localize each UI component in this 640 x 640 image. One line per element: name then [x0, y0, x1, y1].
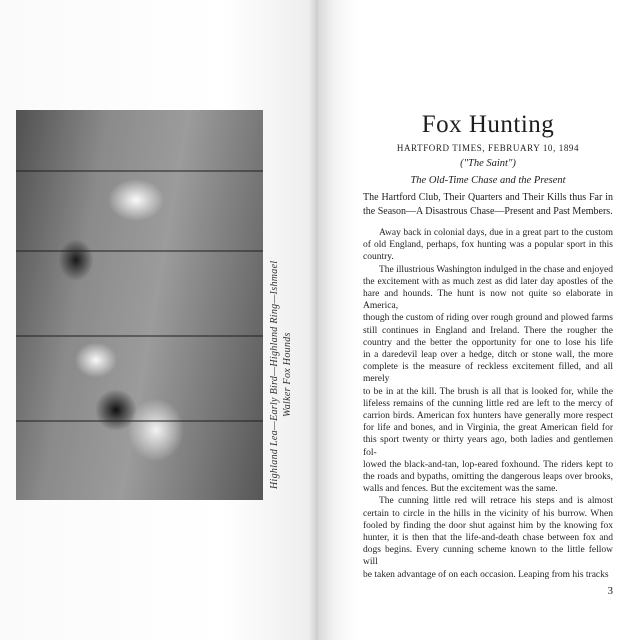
body-text — [363, 227, 613, 581]
text-line: of old England, perhaps, fox hunting was a popular sport in this — [363, 240, 613, 251]
left-page — [0, 0, 318, 640]
text-line: Away back in colonial days, due in a great part to the custom — [379, 228, 613, 238]
paragraph — [363, 264, 613, 496]
text-line: country. — [363, 252, 394, 263]
page-number: 3 — [607, 584, 613, 597]
text-line: fooled by finding the door shut against him by the knowing fox — [363, 520, 613, 531]
text-line: in a daredevil leap over a hedge, ditch or stone wall, the more — [363, 350, 613, 361]
subtitle: The Old-Time Chase and the Present — [410, 175, 566, 186]
page-title: Fox Hunting — [421, 111, 555, 138]
caption-line: Walker Fox Hounds — [282, 332, 293, 418]
text-line: walls and fences. But the excitement was the same. — [363, 484, 558, 495]
text-line: country and the better the opportunity for one to lose his life — [363, 337, 613, 348]
byline: ("The Saint") — [460, 158, 516, 169]
text-line: complete is the measure of reckless excitement filled, and all merely — [363, 362, 613, 385]
text-line: carrion birds. American fox hunters have generally more respect — [363, 411, 613, 422]
text-line: lowed the black-and-tan, lop-eared foxhound. The riders kept to — [363, 459, 613, 470]
text-line: The cunning little red will retrace his steps and is almost — [379, 496, 613, 507]
headline-line: The Hartford Club, Their Quarters and Their Kills thus Far in — [363, 192, 613, 203]
paragraph — [363, 495, 613, 580]
foxhounds-photo — [16, 110, 263, 500]
text-line: certain to circle in the hills in the vicinity of his burrow. When — [363, 508, 613, 519]
paragraph — [363, 227, 613, 264]
text-line: to be in at the kill. The brush is all that is looked for, while the — [363, 386, 613, 397]
headline-line: the Season—A Disastrous Chase—Present and Past Members. — [363, 206, 613, 217]
text-line: hare and hounds. The hunt is now not quite so elaborate in America, — [363, 289, 613, 312]
photo-caption — [268, 255, 294, 495]
text-line: for life and bones, and in Virginia, the great American field for — [363, 423, 613, 434]
headline — [363, 191, 613, 219]
article — [363, 110, 613, 597]
text-line: dogs begins. Every cunning scheme known to the little fellow will — [363, 545, 613, 568]
text-line: lifeless remains of the cunning little red are left to the mercy of — [363, 398, 613, 409]
text-line: be taken advantage of on each occasion. Leaping from his tracks — [363, 569, 609, 580]
text-line: the roads and bypaths, omitting the dangerous leaps over brooks, — [363, 472, 613, 483]
text-line: still continues in England and Ireland. There the rougher the — [363, 325, 613, 336]
text-line: though the custom of riding over rough ground and plowed farms — [363, 313, 613, 324]
text-line: this sport twenty or thirty years ago, both ladies and gentlemen fol- — [363, 435, 613, 458]
text-line: The illustrious Washington indulged in the chase and enjoyed — [379, 264, 613, 275]
text-line: hunter, it is then that the life-and-death chase between fox and — [363, 533, 613, 544]
caption-line: Highland Lea—Early Bird—Highland Ring—Ishmael — [269, 260, 280, 490]
source-line: HARTFORD TIMES, FEBRUARY 10, 1894 — [396, 143, 580, 153]
text-line: the excitement with as much zest as did later day apostles of the — [363, 276, 613, 287]
